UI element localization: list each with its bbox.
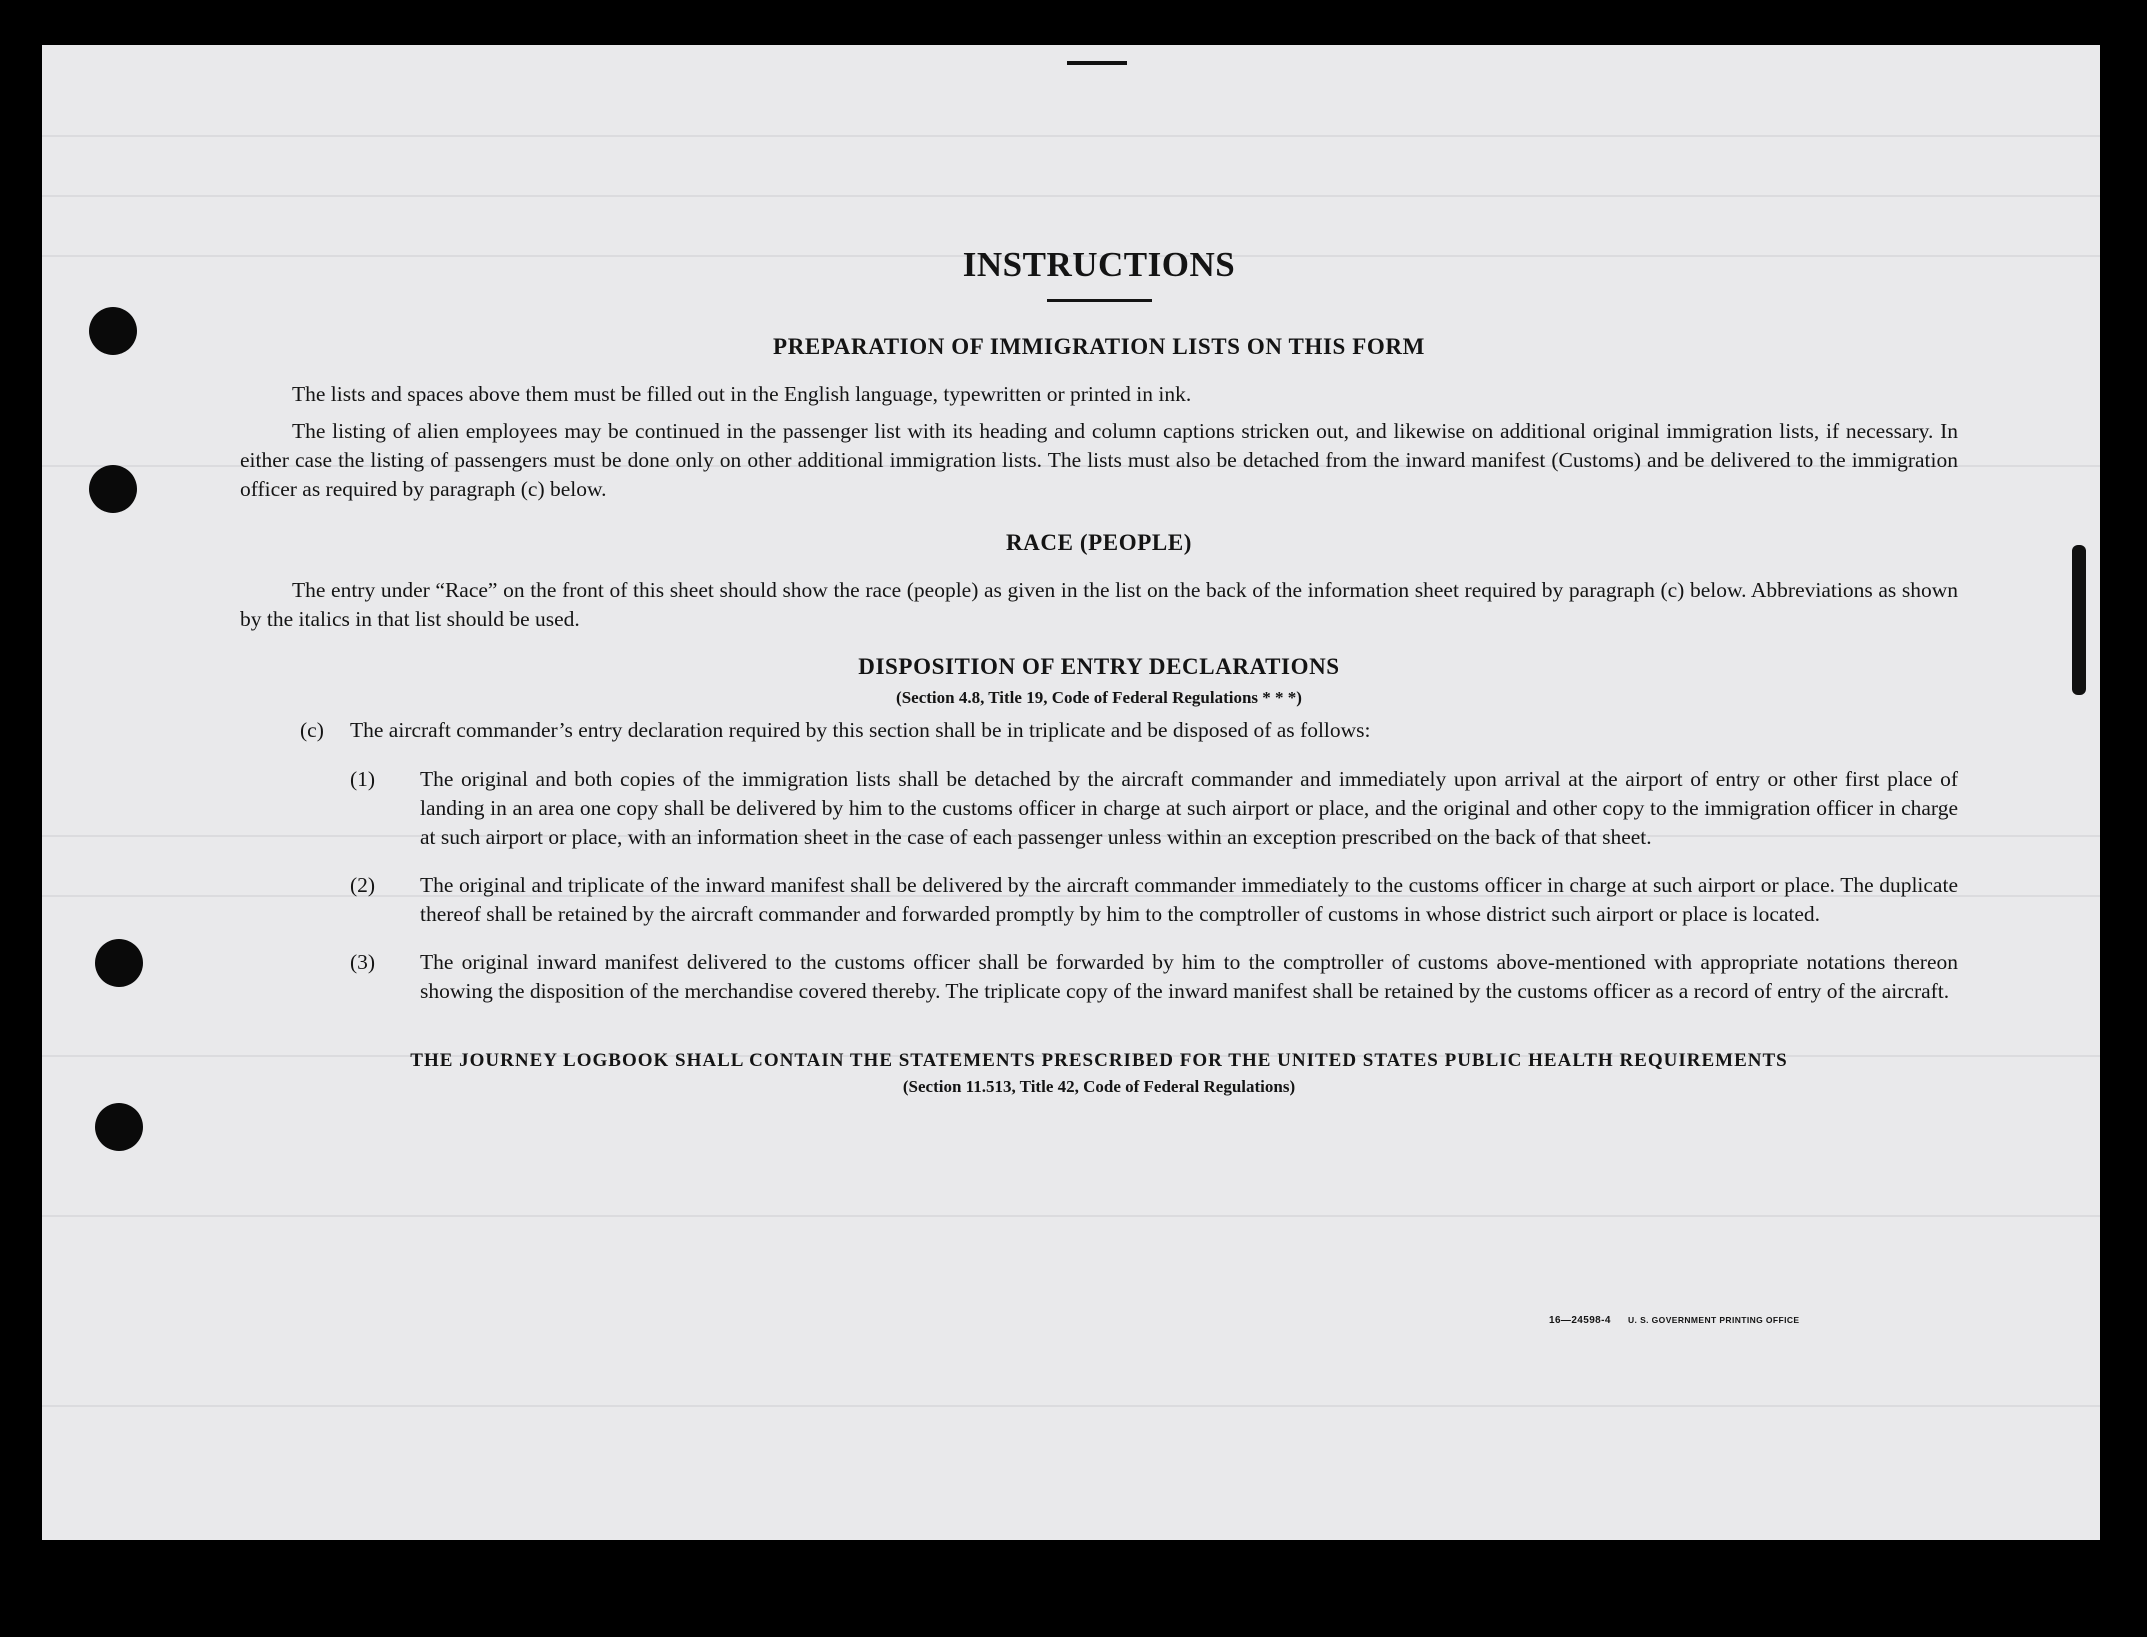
health-citation: (Section 11.513, Title 42, Code of Federal Regulations) [902, 1077, 1296, 1096]
clause-c [240, 716, 1958, 745]
health-statement: THE JOURNEY LOGBOOK SHALL CONTAIN THE STATEMENTS PRESCRIBED FOR THE UNITED STATES PUBLIC HEALTH REQUIREMENTS [410, 1050, 1788, 1071]
preparation-paragraph-1: The lists and spaces above them must be filled out in the English language, typewritten or printed in ink. [292, 382, 1192, 406]
item-text: The original inward manifest delivered to the customs officer shall be forwarded by him to the comptroller of customs above-mentioned with appropriate notations thereon showing the disposition of the merchandise covered thereby. The triplicate copy of the inward manifest shall be retained by the customs officer as a record of entry of the aircraft. [420, 950, 1958, 1003]
disposition-item [240, 948, 1958, 1006]
printer-imprint [1549, 1315, 1800, 1326]
printing-office: U. S. GOVERNMENT PRINTING OFFICE [1628, 1315, 1800, 1325]
disposition-item [240, 871, 1958, 929]
clause-label: (c) [300, 718, 324, 742]
edge-mark [1067, 61, 1127, 65]
preparation-heading: PREPARATION OF IMMIGRATION LISTS ON THIS FORM [773, 334, 1425, 359]
disposition-citation: (Section 4.8, Title 19, Code of Federal Regulations * * *) [896, 688, 1302, 707]
title-underline [1047, 299, 1152, 302]
item-text: The original and both copies of the immigration lists shall be detached by the aircraft commander and immediately upon arrival at the airport of entry or other first place of landing in an area one copy shall be delivered by him to the customs officer in charge at such airport or place, and the original and other copy to the immigration officer in charge at such airport or place, with an information sheet in the case of each passenger unless within an exception prescribed on the back of that sheet. [420, 767, 1958, 849]
punch-hole [89, 307, 137, 355]
race-paragraph: The entry under “Race” on the front of this sheet should show the race (people) as given in the list on the back of the information sheet required by paragraph (c) below. Abbreviations as shown by the italics in that list should be used. [240, 578, 1958, 631]
item-label: (2) [350, 873, 376, 897]
disposition-item [240, 765, 1958, 852]
form-number: 16—24598-4 [1549, 1315, 1611, 1326]
item-text: The original and triplicate of the inward manifest shall be delivered by the aircraft commander immediately to the customs officer in charge at such airport or place. The duplicate thereof shall be retained by the aircraft commander and forwarded promptly by him to the comptroller of customs in whose district such airport or place is located. [420, 873, 1958, 926]
disposition-heading: DISPOSITION OF ENTRY DECLARATIONS [858, 654, 1340, 679]
punch-hole [95, 1103, 143, 1151]
preparation-paragraph-2: The listing of alien employees may be continued in the passenger list with its heading and column captions stricken out, and likewise on additional original immigration lists, if necessary. In either case the listing of passengers must be done only on other additional immigration lists. The lists must also be detached from the inward manifest (Customs) and be delivered to the immigration officer as required by paragraph (c) below. [240, 419, 1958, 501]
instructions-content [240, 245, 1958, 1097]
item-label: (3) [350, 950, 376, 974]
punch-hole [89, 465, 137, 513]
page-title: INSTRUCTIONS [962, 245, 1236, 284]
punch-hole [95, 939, 143, 987]
clause-text: The aircraft commander’s entry declaration required by this section shall be in triplicate and be disposed of as follows: [350, 718, 1371, 742]
item-label: (1) [350, 767, 376, 791]
document-sheet [42, 45, 2100, 1540]
edge-mark [2072, 545, 2086, 695]
race-heading: RACE (PEOPLE) [1005, 530, 1193, 555]
